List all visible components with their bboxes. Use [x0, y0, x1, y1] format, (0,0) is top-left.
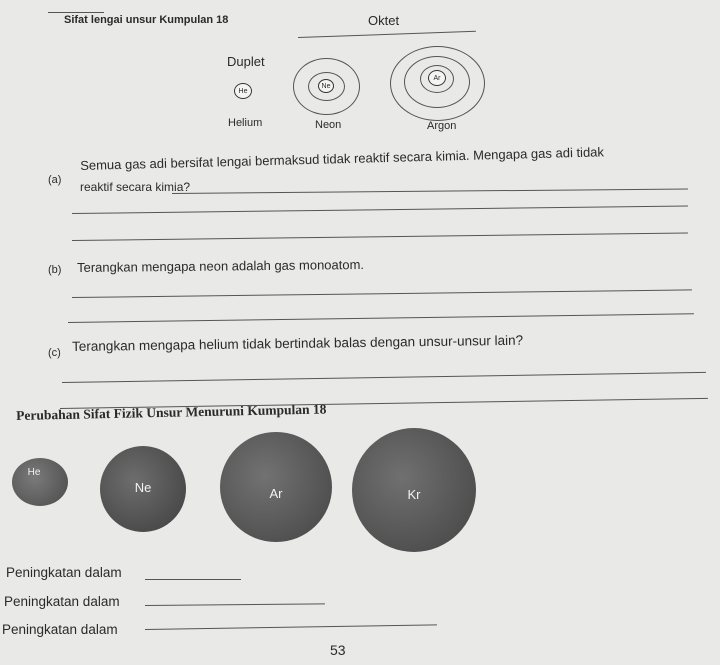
question-a-text-2: reaktif secara kimia? — [80, 180, 191, 194]
argon-diagram — [390, 46, 486, 122]
argon-label: Argon — [427, 120, 457, 132]
helium-nucleus: He — [234, 83, 252, 99]
argon-ball-label: Ar — [269, 485, 283, 501]
answer-line-a1[interactable] — [172, 188, 688, 194]
helium-diagram — [222, 77, 264, 105]
krypton-ball — [352, 428, 476, 552]
section-title: Sifat lengai unsur Kumpulan 18 — [64, 14, 229, 26]
neon-diagram — [293, 58, 361, 116]
krypton-ball-label: Kr — [407, 486, 421, 502]
increase-label-2: Peningkatan dalam — [4, 594, 120, 609]
helium-ball-label: He — [27, 466, 41, 478]
neon-label: Neon — [315, 119, 342, 131]
question-b-letter: (b) — [48, 264, 62, 276]
increase-answer-line-2[interactable] — [145, 603, 325, 606]
oktet-line — [298, 31, 476, 38]
question-a-text-1: Semua gas adi bersifat lengai bermaksud tidak reaktif secara kimia. Mengapa gas adi tidak — [80, 144, 605, 173]
increase-label-1: Peningkatan dalam — [6, 565, 122, 580]
neon-nucleus: Ne — [318, 79, 334, 93]
answer-line-c1[interactable] — [62, 372, 706, 383]
question-c-text: Terangkan mengapa helium tidak bertindak balas dengan unsur-unsur lain? — [72, 332, 524, 354]
answer-line-a3[interactable] — [72, 232, 688, 241]
argon-ball — [220, 432, 332, 542]
helium-label: Helium — [228, 117, 263, 129]
neon-ball — [100, 446, 186, 532]
top-divider — [48, 12, 104, 13]
neon-ball-label: Ne — [134, 479, 152, 495]
helium-ball — [12, 458, 68, 506]
duplet-label: Duplet — [227, 54, 265, 69]
question-a-letter: (a) — [48, 174, 62, 186]
physical-properties-title: Perubahan Sifat Fizik Unsur Menuruni Kumpulan 18 — [16, 401, 327, 423]
argon-nucleus: Ar — [428, 70, 446, 86]
page-number: 53 — [330, 642, 346, 658]
answer-line-a2[interactable] — [72, 205, 688, 214]
question-b-text: Terangkan mengapa neon adalah gas monoatom. — [77, 256, 365, 275]
answer-line-b2[interactable] — [68, 313, 694, 323]
question-c-letter: (c) — [48, 347, 61, 359]
increase-answer-line-3[interactable] — [145, 624, 437, 630]
increase-answer-line-1[interactable] — [145, 579, 241, 580]
oktet-label: Oktet — [368, 13, 400, 28]
increase-label-3: Peningkatan dalam — [2, 622, 118, 637]
answer-line-b1[interactable] — [72, 289, 692, 298]
